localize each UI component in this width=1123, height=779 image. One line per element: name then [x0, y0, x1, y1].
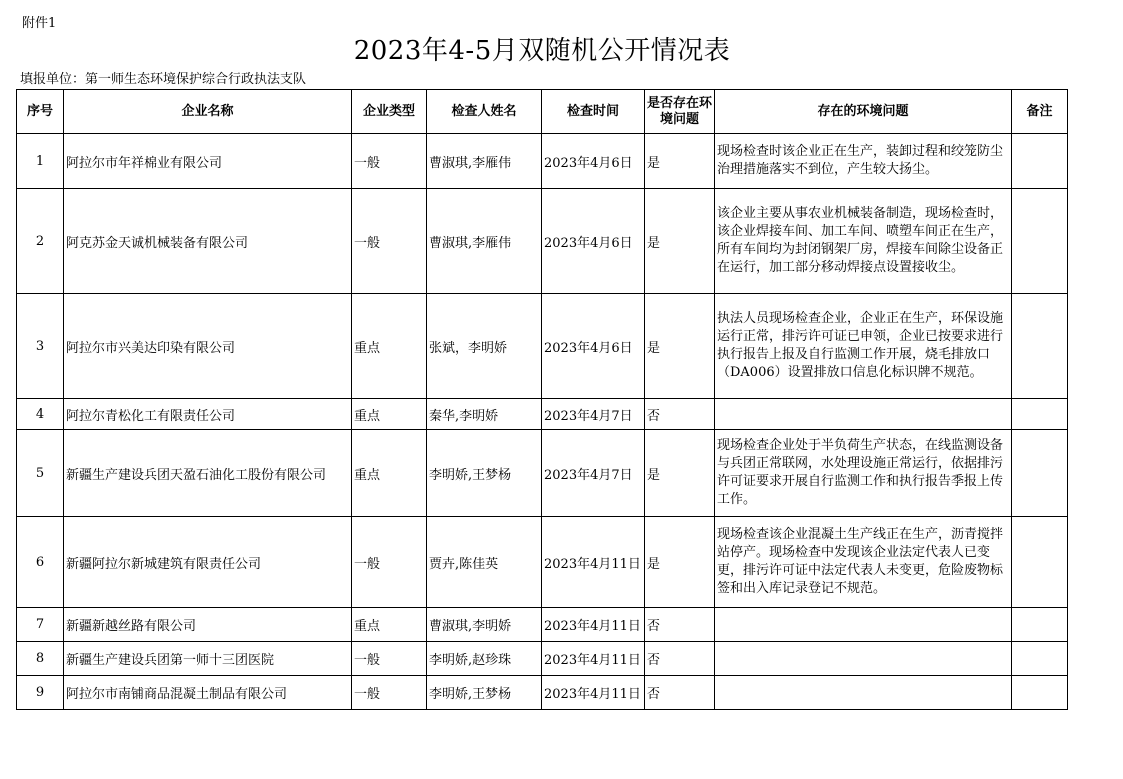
cell-issues: 现场检查该企业混凝土生产线正在生产，沥青搅拌站停产。现场检查中发现该企业法定代表人已变更，排污许可证中法定代表人未变更，危险废物标签和出入库记录登记不规范。 [715, 517, 1012, 608]
table-row [17, 517, 1068, 608]
cell-has-issue: 是 [645, 189, 715, 294]
cell-company: 阿拉尔市兴美达印染有限公司 [64, 294, 352, 399]
cell-date: 2023年4月11日 [542, 676, 645, 710]
cell-seq: 2 [17, 189, 64, 294]
cell-remarks [1012, 642, 1068, 676]
cell-type: 重点 [352, 430, 427, 517]
table-row [17, 399, 1068, 430]
cell-seq: 7 [17, 608, 64, 642]
cell-type: 一般 [352, 676, 427, 710]
cell-date: 2023年4月11日 [542, 608, 645, 642]
cell-company: 阿拉尔市年祥棉业有限公司 [64, 134, 352, 189]
cell-company: 新疆新越丝路有限公司 [64, 608, 352, 642]
table-row [17, 294, 1068, 399]
cell-has-issue: 否 [645, 399, 715, 430]
cell-type: 重点 [352, 294, 427, 399]
cell-inspectors: 李明娇,王梦杨 [427, 430, 542, 517]
cell-seq: 8 [17, 642, 64, 676]
cell-issues [715, 676, 1012, 710]
cell-company: 阿拉尔市南铺商品混凝土制品有限公司 [64, 676, 352, 710]
cell-seq: 9 [17, 676, 64, 710]
cell-company: 阿克苏金天诚机械装备有限公司 [64, 189, 352, 294]
cell-date: 2023年4月7日 [542, 399, 645, 430]
table-row [17, 676, 1068, 710]
cell-remarks [1012, 676, 1068, 710]
cell-company: 新疆阿拉尔新城建筑有限责任公司 [64, 517, 352, 608]
cell-remarks [1012, 189, 1068, 294]
cell-date: 2023年4月6日 [542, 189, 645, 294]
table-row [17, 430, 1068, 517]
cell-type: 一般 [352, 189, 427, 294]
cell-has-issue: 是 [645, 430, 715, 517]
cell-date: 2023年4月6日 [542, 134, 645, 189]
cell-inspectors: 贾卉,陈佳英 [427, 517, 542, 608]
inspection-table [16, 89, 1068, 710]
cell-date: 2023年4月11日 [542, 642, 645, 676]
header-remarks: 备注 [1012, 90, 1068, 134]
header-date: 检查时间 [542, 90, 645, 134]
cell-type: 一般 [352, 517, 427, 608]
cell-inspectors: 曹淑琪,李明娇 [427, 608, 542, 642]
header-inspectors: 检查人姓名 [427, 90, 542, 134]
cell-date: 2023年4月7日 [542, 430, 645, 517]
table-row [17, 189, 1068, 294]
cell-remarks [1012, 608, 1068, 642]
cell-issues [715, 642, 1012, 676]
header-has-issue: 是否存在环境问题 [645, 90, 715, 134]
cell-seq: 3 [17, 294, 64, 399]
cell-inspectors: 曹淑琪,李雁伟 [427, 189, 542, 294]
cell-remarks [1012, 399, 1068, 430]
cell-issues [715, 608, 1012, 642]
table-header-row [17, 90, 1068, 134]
cell-seq: 6 [17, 517, 64, 608]
cell-inspectors: 曹淑琪,李雁伟 [427, 134, 542, 189]
cell-date: 2023年4月6日 [542, 294, 645, 399]
cell-type: 重点 [352, 608, 427, 642]
header-seq: 序号 [17, 90, 64, 134]
cell-inspectors: 李明娇,赵珍珠 [427, 642, 542, 676]
cell-inspectors: 张斌，李明娇 [427, 294, 542, 399]
cell-has-issue: 是 [645, 517, 715, 608]
cell-has-issue: 是 [645, 134, 715, 189]
cell-remarks [1012, 430, 1068, 517]
table-row [17, 642, 1068, 676]
attachment-label: 附件1 [22, 16, 57, 31]
header-type: 企业类型 [352, 90, 427, 134]
reporting-unit: 填报单位：第一师生态环境保护综合行政执法支队 [20, 72, 307, 87]
cell-type: 一般 [352, 134, 427, 189]
header-issues: 存在的环境问题 [715, 90, 1012, 134]
cell-remarks [1012, 294, 1068, 399]
cell-company: 阿拉尔青松化工有限责任公司 [64, 399, 352, 430]
cell-issues: 现场检查时该企业正在生产，装卸过程和绞笼防尘治理措施落实不到位，产生较大扬尘。 [715, 134, 1012, 189]
page-title: 2023年4-5月双随机公开情况表 [353, 36, 731, 66]
cell-issues [715, 399, 1012, 430]
cell-remarks [1012, 517, 1068, 608]
header-company: 企业名称 [64, 90, 352, 134]
cell-has-issue: 否 [645, 676, 715, 710]
cell-has-issue: 是 [645, 294, 715, 399]
cell-date: 2023年4月11日 [542, 517, 645, 608]
cell-inspectors: 秦华,李明娇 [427, 399, 542, 430]
cell-seq: 1 [17, 134, 64, 189]
cell-seq: 5 [17, 430, 64, 517]
cell-seq: 4 [17, 399, 64, 430]
cell-type: 重点 [352, 399, 427, 430]
cell-has-issue: 否 [645, 642, 715, 676]
cell-issues: 现场检查企业处于半负荷生产状态，在线监测设备与兵团正常联网，水处理设施正常运行，依据排污许可证要求开展自行监测工作和执行报告季报上传工作。 [715, 430, 1012, 517]
cell-company: 新疆生产建设兵团天盈石油化工股份有限公司 [64, 430, 352, 517]
cell-has-issue: 否 [645, 608, 715, 642]
cell-type: 一般 [352, 642, 427, 676]
cell-issues: 该企业主要从事农业机械装备制造，现场检查时，该企业焊接车间、加工车间、喷塑车间正在生产，所有车间均为封闭钢架厂房，焊接车间除尘设备正在运行，加工部分移动焊接点设置接收尘。 [715, 189, 1012, 294]
table-row [17, 134, 1068, 189]
cell-inspectors: 李明娇,王梦杨 [427, 676, 542, 710]
cell-issues: 执法人员现场检查企业，企业正在生产，环保设施运行正常，排污许可证已申领，企业已按要求进行执行报告上报及自行监测工作开展，烧毛排放口（DA006）设置排放口信息化标识牌不规范。 [715, 294, 1012, 399]
cell-remarks [1012, 134, 1068, 189]
table-row [17, 608, 1068, 642]
cell-company: 新疆生产建设兵团第一师十三团医院 [64, 642, 352, 676]
